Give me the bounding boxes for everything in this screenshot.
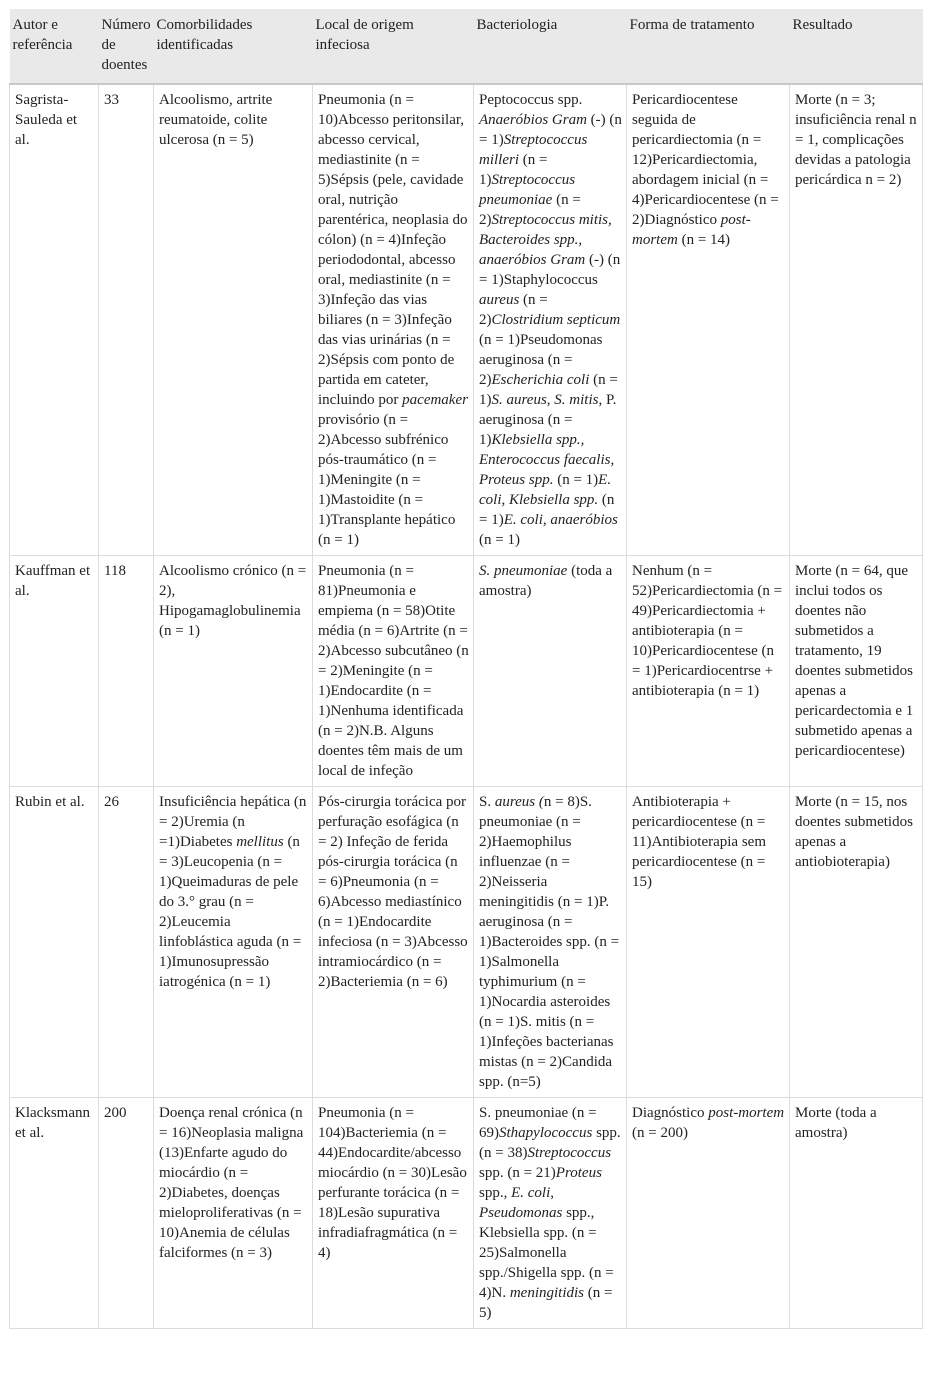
text: (n = 3)Leucopenia (n = 1)Queimaduras de pele do 3.° grau (n = 2)Leucemia linfoblástica aguda (n = 1)Imunosupressão iatrogénica (n = 1) bbox=[159, 834, 302, 990]
cell-bacteriologia bbox=[474, 84, 627, 556]
text: Pneumonia (n = 10)Abcesso peritonsilar, abcesso cervical, mediastinite (n = 5)Sépsis (pele, cavidade oral, nutrição parentérica, neoplasia do cólon) (n = 4)Infeção periododontal, abcesso oral, mediastinite (n = 3)Infeção das vias biliares (n = 3)Infeção das vias urinárias (n = 2)Sépsis com ponto de partida em cateter, incluindo por bbox=[318, 92, 468, 408]
cell-numero: 200 bbox=[99, 1098, 154, 1329]
cell-autor: Rubin et al. bbox=[10, 787, 99, 1098]
italic-text: Clostridium septicum bbox=[491, 312, 621, 328]
text: Pneumonia (n = 104)Bacteriemia (n = 44)Endocardite/abcesso miocárdio (n = 30)Lesão perfurante torácica (n = 18)Lesão supurativa infradiafragmática (n = 4) bbox=[318, 1105, 467, 1261]
italic-text: S. aureus, S. mitis bbox=[491, 392, 599, 408]
italic-text: aureus bbox=[479, 292, 520, 308]
header-tratamento: Forma de tratamento bbox=[627, 9, 790, 84]
text: (n = 2) bbox=[479, 292, 548, 328]
text: spp., bbox=[479, 1185, 512, 1201]
text: (n = 14) bbox=[677, 232, 731, 248]
header-bacteriologia: Bacteriologia bbox=[474, 9, 627, 84]
header-numero: Número de doentes bbox=[99, 9, 154, 84]
text: spp. (n = 38) bbox=[479, 1125, 621, 1161]
cell-tratamento bbox=[627, 84, 790, 556]
italic-text: Pseudomonas bbox=[479, 1205, 563, 1221]
italic-text: Streptococcus pneumoniae bbox=[479, 172, 576, 208]
italic-text: Anaeróbios Gram bbox=[479, 112, 587, 128]
text: (n = 1) bbox=[479, 152, 548, 188]
text: Alcoolismo crónico (n = 2), Hipogamaglobulinemia (n = 1) bbox=[159, 563, 307, 639]
text: (toda a amostra) bbox=[479, 563, 613, 599]
italic-text: Proteus bbox=[555, 1165, 602, 1181]
text: Alcoolismo, artrite reumatoide, colite ulcerosa (n = 5) bbox=[159, 92, 273, 148]
table-row bbox=[10, 1098, 923, 1329]
text: S. pneumoniae (n = 69) bbox=[479, 1105, 597, 1141]
italic-text: Streptococcus milleri bbox=[479, 132, 588, 168]
cell-comorbilidades bbox=[154, 556, 313, 787]
text: n = 8)S. pneumoniae (n = 2)Haemophilus influenzae (n = 2)Neisseria meningitidis (n = 1)P. aeruginosa (n = 1)Bacteroides spp. (n = 1)Salmonella typhimurium (n = 1)Nocardia asteroides (n = 1)S. mitis (n = 1)Infeções bacterianas mistas (n = 2)Candida spp. (n=5) bbox=[479, 794, 620, 1090]
cell-tratamento bbox=[627, 556, 790, 787]
table-row bbox=[10, 787, 923, 1098]
cell-resultado bbox=[790, 787, 923, 1098]
cell-bacteriologia bbox=[474, 787, 627, 1098]
header-comorbilidades: Comorbilidades identificadas bbox=[154, 9, 313, 84]
italic-text: S. pneumoniae bbox=[479, 563, 568, 579]
table-row bbox=[10, 556, 923, 787]
text: provisório (n = 2)Abcesso subfrénico pós-traumático (n = 1)Meningite (n = 1)Mastoidite (n = 1)Transplante hepático (n = 1) bbox=[318, 412, 456, 548]
text: (-) (n = 1)Staphylococcus bbox=[479, 252, 621, 288]
italic-text: E. coli bbox=[511, 1185, 551, 1201]
text: Insuficiência hepática (n = 2)Uremia (n =1)Diabetes bbox=[159, 794, 307, 850]
italic-text: E. coli, anaeróbios bbox=[503, 512, 618, 528]
text: (n = 1) bbox=[479, 372, 618, 408]
cell-comorbilidades bbox=[154, 1098, 313, 1329]
header-row bbox=[10, 9, 923, 84]
italic-text: Sthapylococcus bbox=[499, 1125, 593, 1141]
text: , bbox=[550, 1185, 554, 1201]
italic-text: meningitidis bbox=[509, 1285, 584, 1301]
cell-comorbilidades bbox=[154, 84, 313, 556]
cell-bacteriologia bbox=[474, 556, 627, 787]
cell-local bbox=[313, 1098, 474, 1329]
cell-numero: 26 bbox=[99, 787, 154, 1098]
text: Doença renal crónica (n = 16)Neoplasia maligna (13)Enfarte agudo do miocárdio (n = 2)Diabetes, doenças mieloproliferativas (n = 10)Anemia de células falciformes (n = 3) bbox=[159, 1105, 304, 1261]
cell-numero: 33 bbox=[99, 84, 154, 556]
table-container bbox=[9, 9, 922, 1329]
italic-text: Klebsiella spp., Enterococcus faecalis, Proteus spp. bbox=[479, 432, 615, 488]
text: Pós-cirurgia torácica por perfuração esofágica (n = 2) Infeção de ferida pós-cirurgia torácica (n = 6)Pneumonia (n = 6)Abcesso mediastínico (n = 1)Endocardite infeciosa (n = 3)Abcesso intramiocárdico (n = 2)Bacteriemia (n = 6) bbox=[318, 794, 468, 990]
cell-bacteriologia bbox=[474, 1098, 627, 1329]
header-local: Local de origem infeciosa bbox=[313, 9, 474, 84]
text: Pericardiocentese seguida de pericardiectomia (n = 12)Pericardiectomia, abordagem inicial (n = 4)Pericardiocentese (n = 2)Diagnóstico bbox=[632, 92, 779, 228]
text: Diagnóstico bbox=[632, 1105, 709, 1121]
text: (n = 5) bbox=[479, 1285, 613, 1321]
table-row bbox=[10, 84, 923, 556]
italic-text: E. coli, Klebsiella spp. bbox=[479, 472, 612, 508]
text: (n = 1) bbox=[553, 472, 599, 488]
text: Peptococcus spp. bbox=[479, 92, 583, 108]
text: Morte (toda a amostra) bbox=[795, 1105, 877, 1141]
cell-autor: Sagrista-Sauleda et al. bbox=[10, 84, 99, 556]
text: Morte (n = 3; insuficiência renal n = 1, complicações devidas a patologia pericárdica n = 2) bbox=[795, 92, 917, 188]
text: (n = 2) bbox=[479, 192, 581, 228]
cell-autor: Klacksmann et al. bbox=[10, 1098, 99, 1329]
italic-text: post-mortem bbox=[708, 1105, 785, 1121]
table-header bbox=[10, 9, 923, 84]
cell-numero: 118 bbox=[99, 556, 154, 787]
header-autor: Autor e referência bbox=[10, 9, 99, 84]
text: Morte (n = 64, que inclui todos os doentes não submetidos a tratamento, 19 doentes submetidos apenas a pericardectomia e 1 submetido apenas a pericardiocentese) bbox=[795, 563, 914, 759]
text: Nenhum (n = 52)Pericardiectomia (n = 49)Pericardiectomia + antibioterapia (n = 10)Pericardiocentese (n = 1)Pericardiocentrse + antibioterapia (n = 1) bbox=[632, 563, 783, 699]
cell-local bbox=[313, 787, 474, 1098]
italic-text: post-mortem bbox=[632, 212, 751, 248]
cell-autor: Kauffman et al. bbox=[10, 556, 99, 787]
data-table bbox=[9, 9, 923, 1329]
cell-resultado bbox=[790, 556, 923, 787]
table-body bbox=[10, 84, 923, 1329]
cell-resultado bbox=[790, 1098, 923, 1329]
italic-text: Streptococcus mitis, Bacteroides spp., anaeróbios Gram bbox=[479, 212, 612, 268]
cell-comorbilidades bbox=[154, 787, 313, 1098]
text: spp., Klebsiella spp. (n = 25)Salmonella spp./Shigella spp. (n = 4)N. bbox=[479, 1205, 614, 1301]
text: (n = 1) bbox=[479, 492, 615, 528]
italic-text: Escherichia coli bbox=[491, 372, 590, 388]
italic-text: aureus ( bbox=[494, 794, 544, 810]
italic-text: pacemaker bbox=[402, 392, 468, 408]
cell-tratamento bbox=[627, 787, 790, 1098]
text: (-) (n = 1) bbox=[479, 112, 622, 148]
text: (n = 1) bbox=[479, 532, 520, 548]
text: S. bbox=[479, 794, 495, 810]
text: Antibioterapia + pericardiocentese (n = 11)Antibioterapia sem pericardiocentese (n = 15) bbox=[632, 794, 766, 890]
text: Pneumonia (n = 81)Pneumonia e empiema (n = 58)Otite média (n = 6)Artrite (n = 2)Abcesso subcutâneo (n = 2)Meningite (n = 1)Endocardite (n = 1)Nenhuma identificada (n = 2)N.B. Alguns doentes têm mais de um local de infeção bbox=[318, 563, 469, 779]
cell-local bbox=[313, 84, 474, 556]
text: (n = 1)Pseudomonas aeruginosa (n = 2) bbox=[479, 332, 603, 388]
text: spp. (n = 21) bbox=[479, 1165, 556, 1181]
italic-text: mellitus bbox=[236, 834, 284, 850]
header-resultado: Resultado bbox=[790, 9, 923, 84]
text: , P. aeruginosa (n = 1) bbox=[479, 392, 617, 448]
text: (n = 200) bbox=[632, 1125, 688, 1141]
text: Morte (n = 15, nos doentes submetidos apenas a antiobioterapia) bbox=[795, 794, 913, 870]
italic-text: Streptococcus bbox=[527, 1145, 612, 1161]
cell-tratamento bbox=[627, 1098, 790, 1329]
cell-local bbox=[313, 556, 474, 787]
cell-resultado bbox=[790, 84, 923, 556]
